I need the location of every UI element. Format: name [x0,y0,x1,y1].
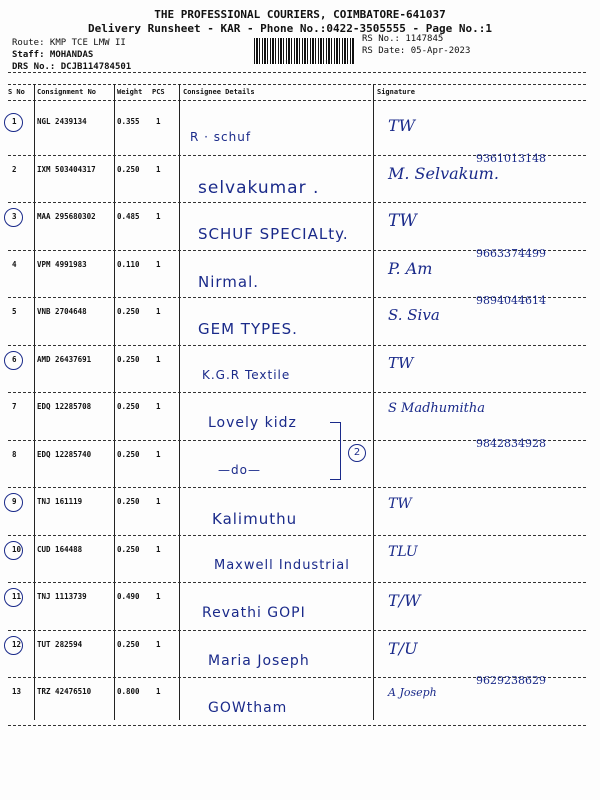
row-consignee-handwriting: K.G.R Textile [202,367,291,382]
rs-number: RS No.: 1147845 [362,34,444,44]
row-consignment-no: TRZ 42476510 [37,687,92,696]
row-serial: 2 [12,164,17,174]
row-weight: 0.485 [117,212,140,221]
divider-top [8,72,586,73]
row-signature: TW [388,116,416,135]
row-weight: 0.250 [117,639,140,649]
row-consignee-handwriting: Nirmal. [198,272,260,291]
row-consignment-no: VNB 2704648 [37,307,87,316]
barcode [254,38,354,64]
row-phone-note: 9663374499 [476,246,546,260]
row-serial: 10 [12,544,22,554]
row-check-circle [4,636,23,655]
row-pcs: 1 [156,639,161,649]
row-consignee-handwriting: R · schuf [190,130,252,144]
row-consignee-handwriting: SCHUF SPECIALty. [198,225,349,243]
row-consignee-handwriting: Maria Joseph [208,652,310,669]
drs-label: DRS No.: DCJB114784501 [12,62,132,72]
column-header-sno: S No [8,88,25,96]
row-serial: 8 [12,449,17,459]
row-signature: TLU [388,543,418,560]
row-check-circle [4,493,23,512]
row-signature: TW [388,211,417,231]
row-serial: 12 [12,639,22,649]
row-weight: 0.800 [117,687,140,696]
row-signature: T/U [388,638,418,658]
row-consignment-no: AMD 26437691 [37,354,92,364]
divider-header-top [8,84,586,85]
row-consignment-no: TNJ 161119 [37,497,83,506]
row-weight: 0.490 [117,592,140,601]
row-serial: 11 [12,592,22,601]
row-weight: 0.250 [117,544,140,554]
column-rule [179,84,180,720]
row-consignee-handwriting: GEM TYPES. [198,320,298,338]
row-signature: M. Selvakum. [388,163,499,183]
row-pcs: 1 [156,687,161,696]
row-weight: 0.250 [117,354,140,364]
row-consignment-no: VPM 4991983 [37,259,87,269]
route-label: Route: KMP TCE LMW II [12,38,126,48]
row-consignee-handwriting: selvakumar . [198,177,320,198]
row-consignment-no: IXM 503404317 [37,164,96,174]
row-divider [8,487,586,488]
column-rule [114,84,115,720]
row-weight: 0.110 [117,259,140,269]
row-signature: TW [388,353,414,372]
row-weight: 0.355 [117,117,140,126]
row-signature: A Joseph [388,686,437,699]
row-consignee-handwriting: Kalimuthu [212,510,298,528]
row-consignee-handwriting: Revathi GOPI [202,605,306,621]
row-divider [8,725,586,726]
row-check-circle [4,588,23,607]
row-serial: 5 [12,307,17,316]
row-signature: T/W [388,591,421,610]
row-serial: 3 [12,212,17,221]
column-header-consignment: Consignment No [37,88,97,96]
row-phone-note: 9842834928 [476,436,546,450]
row-pcs: 1 [156,592,161,601]
row-weight: 0.250 [117,497,140,506]
row-phone-note: 9629238629 [476,674,546,687]
row-divider [8,345,586,346]
divider-header-bottom [8,100,586,101]
row-consignee-handwriting: GOWtham [208,700,288,716]
row-serial: 7 [12,402,17,411]
row-pcs: 1 [156,354,161,364]
row-pcs: 1 [156,307,161,316]
row-weight: 0.250 [117,402,140,411]
row-phone-note: 9894044614 [476,294,546,307]
row-consignment-no: CUD 164488 [37,544,83,554]
staff-label: Staff: MOHANDAS [12,50,94,60]
row-consignee-handwriting: Lovely kidz [208,415,297,431]
runsheet-title: Delivery Runsheet - KAR - Phone No.:0422-3505555 - Page No.:1 [88,22,492,35]
row-consignment-no: NGL 2439134 [37,117,87,126]
row-signature: S Madhumitha [388,401,485,416]
row-weight: 0.250 [117,307,140,316]
row-divider [8,582,586,583]
row-divider [8,630,586,631]
column-header-pcs: PCS [152,88,165,96]
column-rule [373,84,374,720]
column-rule [34,84,35,720]
row-pcs: 1 [156,212,161,221]
column-header-weight: Weight [117,88,143,96]
row-divider [8,392,586,393]
group-mark: 2 [348,444,366,462]
row-signature: S. Siva [388,306,440,324]
row-consignment-no: TNJ 1113739 [37,592,87,601]
row-pcs: 1 [156,497,161,506]
row-signature: TW [388,496,412,512]
row-serial: 9 [12,497,17,506]
column-header-consignee: Consignee Details [183,88,255,96]
row-consignee-handwriting: Maxwell Industrial [214,557,350,573]
row-weight: 0.250 [117,449,140,459]
row-divider [8,535,586,536]
group-bracket [330,422,341,480]
row-signature: P. Am [388,258,433,278]
row-consignment-no: MAA 295680302 [37,212,96,221]
company-heading: THE PROFESSIONAL COURIERS, COIMBATORE-641037 [154,8,446,21]
row-divider [8,202,586,203]
row-pcs: 1 [156,164,161,174]
row-consignment-no: EDQ 12285740 [37,449,92,459]
row-check-circle [4,541,23,560]
row-check-circle [4,208,23,227]
row-pcs: 1 [156,117,161,126]
column-header-signature: Signature [377,88,415,96]
row-serial: 6 [12,354,17,364]
row-pcs: 1 [156,259,161,269]
row-weight: 0.250 [117,164,140,174]
row-pcs: 1 [156,544,161,554]
row-pcs: 1 [156,402,161,411]
row-serial: 13 [12,687,22,696]
row-phone-note: 9361013148 [476,151,546,165]
row-serial: 1 [12,117,17,126]
row-pcs: 1 [156,449,161,459]
row-consignment-no: EDQ 12285708 [37,402,92,411]
row-check-circle [4,351,23,370]
rs-date: RS Date: 05-Apr-2023 [362,46,471,56]
row-serial: 4 [12,259,17,269]
row-consignment-no: TUT 282594 [37,639,83,649]
row-consignee-handwriting: —do— [218,462,261,477]
row-check-circle [4,113,23,132]
